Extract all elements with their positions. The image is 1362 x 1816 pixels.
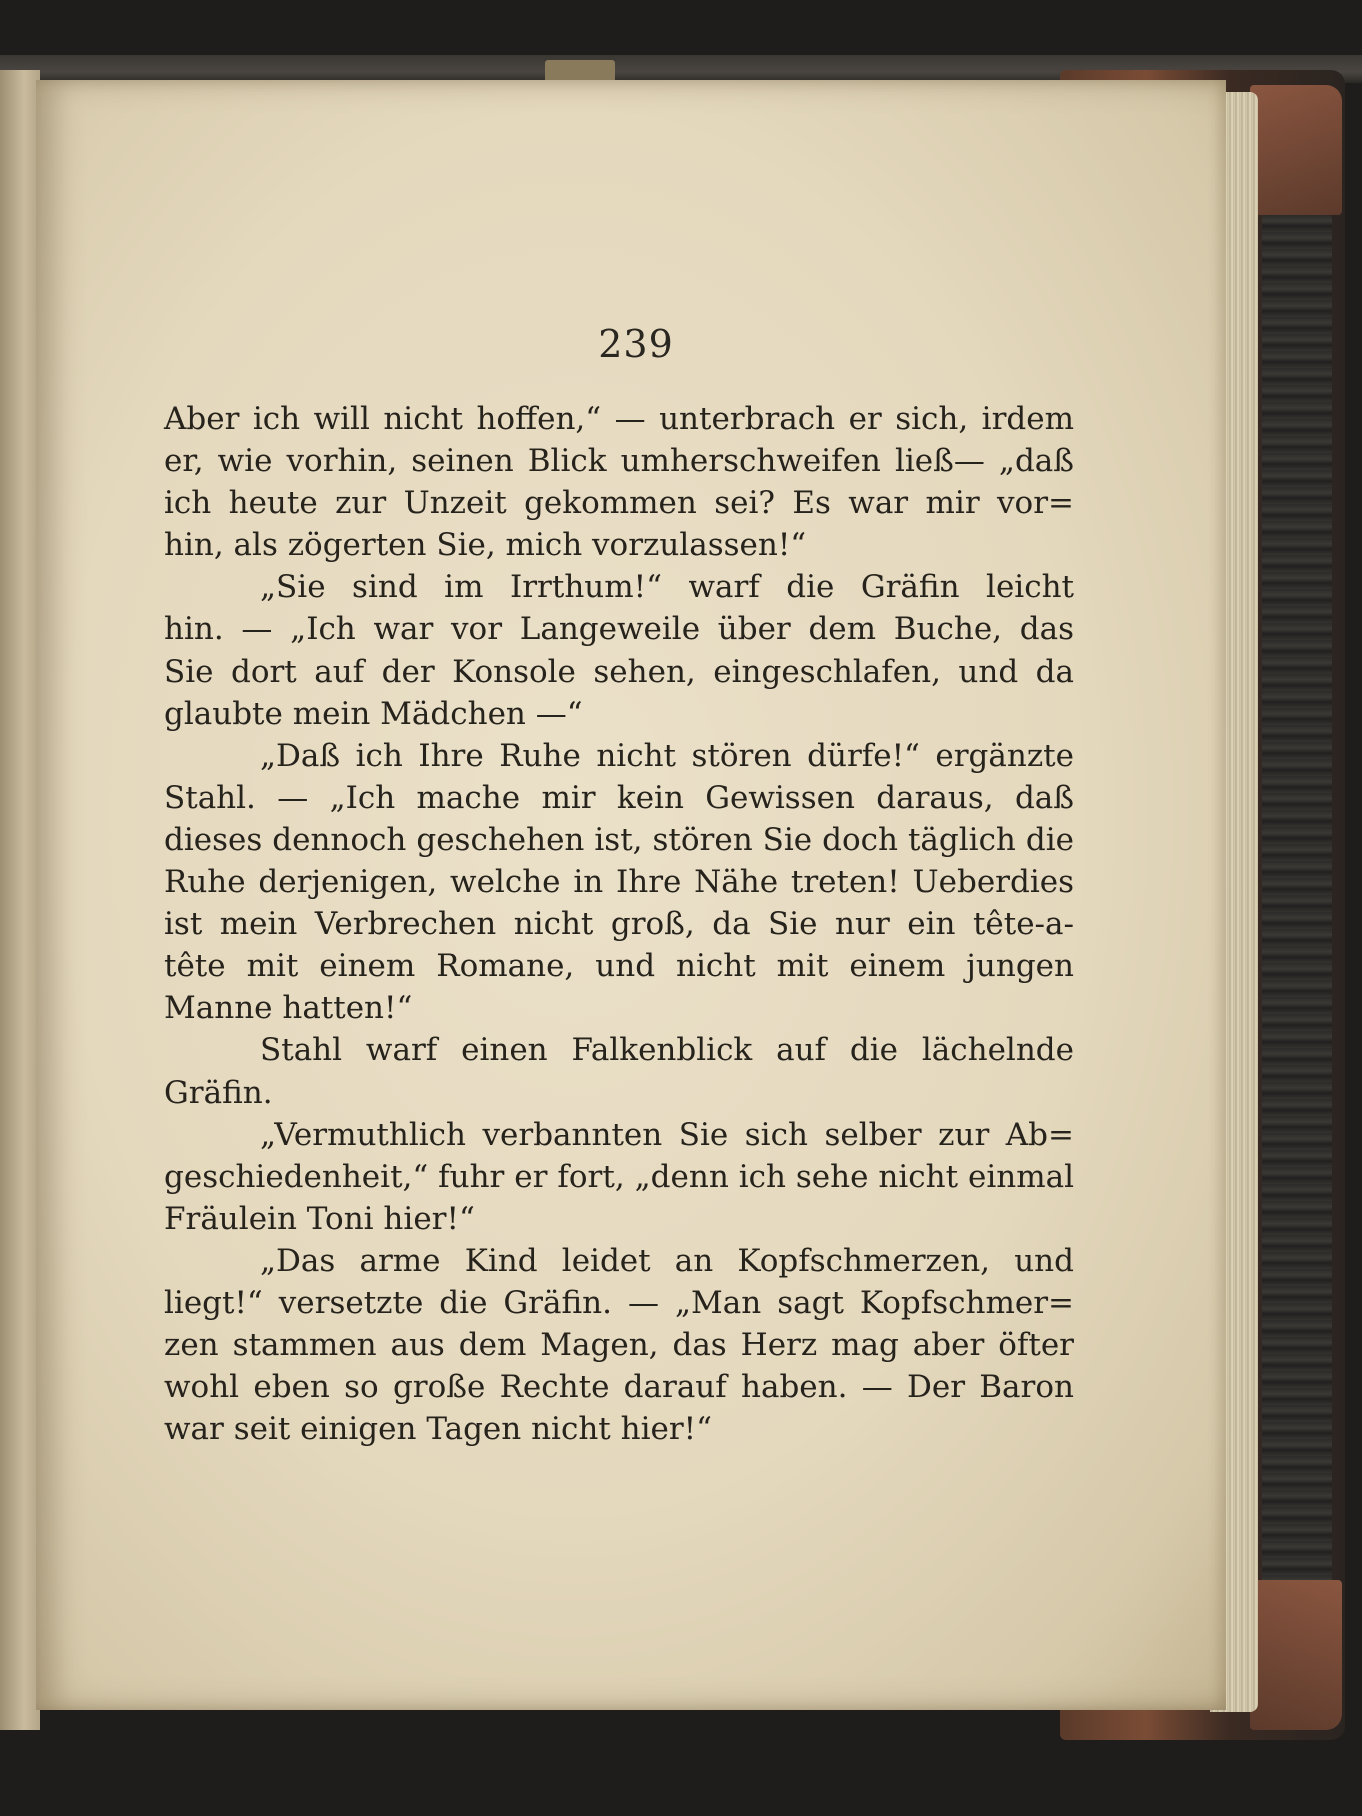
text-line: geschiedenheit,“ fuhr er fort, „denn ich sehe nicht einmal [164,1158,1074,1195]
text-line: hin. — „Ich war vor Langeweile über dem Buche, das [164,611,1074,648]
text-line: Fräulein Toni hier!“ [164,1200,475,1237]
cover-corner-top [1250,85,1342,215]
text-line: Manne hatten!“ [164,990,413,1027]
text-line: Ruhe derjenigen, welche in Ihre Nähe treten! Ueberdies [164,864,1074,901]
text-line: Gräfin. [164,1074,273,1111]
paragraph-3 [164,735,1074,1030]
text-line: zen stammen aus dem Magen, das Herz mag aber öfter [164,1327,1074,1364]
cover-corner-bottom [1250,1580,1342,1730]
text-line: tête mit einem Romane, und nicht mit einem jungen [164,948,1074,985]
text-line: „Vermuthlich verbannten Sie sich selber zur Ab= [260,1116,1074,1153]
paragraph-4 [164,1029,1074,1113]
text-line: hin, als zögerten Sie, mich vorzulassen!“ [164,527,807,564]
text-line: „Sie sind im Irrthum!“ warf die Gräfin leicht [260,569,1074,606]
text-line: glaubte mein Mädchen —“ [164,695,583,732]
cover-cloth-spine [1262,215,1332,1585]
text-line: ist mein Verbrechen nicht groß, da Sie nur ein tête-a- [164,906,1074,943]
text-line: dieses dennoch geschehen ist, stören Sie doch täglich die [164,821,1074,858]
book-page [36,80,1226,1710]
left-facing-page [0,70,40,1730]
book-clasp [545,60,615,82]
text-line: Stahl. — „Ich mache mir kein Gewissen daraus, daß [164,779,1074,816]
text-line: „Daß ich Ihre Ruhe nicht stören dürfe!“ ergänzte [260,737,1074,774]
text-line: Sie dort auf der Konsole sehen, eingeschlafen, und da [164,653,1074,690]
text-line: er, wie vorhin, seinen Blick umherschweifen ließ— „daß [164,443,1074,480]
text-line: Aber ich will nicht hoffen,“ — unterbrach er sich, irdem [164,401,1074,437]
text-line: „Das arme Kind leidet an Kopfschmerzen, und [260,1242,1074,1279]
text-line: ich heute zur Unzeit gekommen sei? Es war mir vor= [164,485,1074,522]
text-line: wohl eben so große Rechte darauf haben. — Der Baron [164,1369,1074,1406]
text-line: war seit einigen Tagen nicht hier!“ [164,1411,712,1448]
paragraph-5 [164,1114,1074,1240]
page-text [164,398,1074,1450]
text-line: liegt!“ versetzte die Gräfin. — „Man sagt Kopfschmer= [164,1284,1074,1321]
text-line: Stahl warf einen Falkenblick auf die lächelnde [260,1032,1074,1069]
paragraph-1 [164,398,1074,566]
paragraph-2 [164,566,1074,734]
page-number: 239 [598,322,674,366]
paragraph-6 [164,1240,1074,1450]
